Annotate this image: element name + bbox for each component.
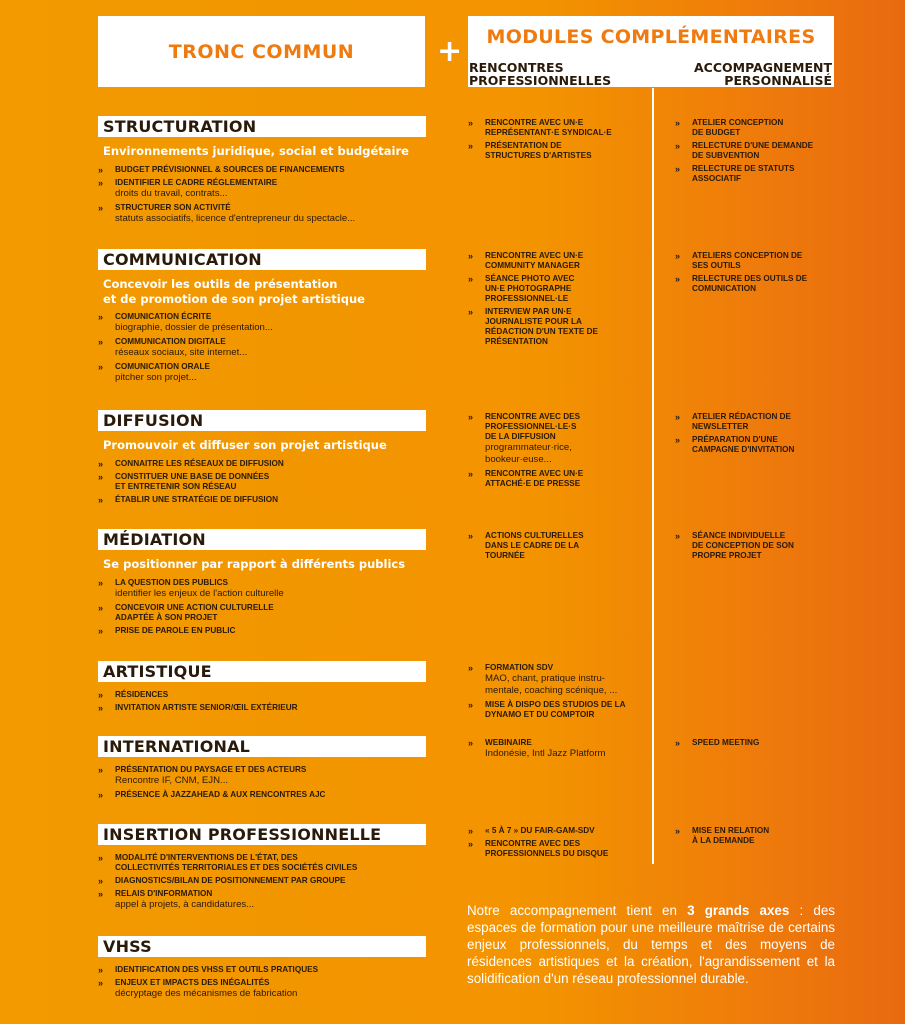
item-title: RENCONTRE AVEC UN·E REPRÉSENTANT·E SYNDICAL·E [485,118,612,137]
chevron-right-icon: » [98,876,104,886]
item-title: SÉANCE INDIVIDUELLE DE CONCEPTION DE SON PROPRE PROJET [692,531,794,560]
section-title: COMMUNICATION [98,249,426,270]
item-list [468,826,646,859]
chevron-right-icon: » [468,738,474,748]
list-item [98,790,426,800]
list-item [98,203,426,225]
chevron-right-icon: » [675,164,681,174]
chevron-right-icon: » [675,435,681,445]
accompagnement-column [675,412,835,458]
modules-header [468,16,834,87]
rencontres-column [468,738,646,763]
item-detail: décryptage des mécanismes de fabrication [115,988,298,999]
list-item [98,472,426,492]
item-list [98,765,426,800]
chevron-right-icon: » [98,889,104,899]
footer-pre: Notre accompagnement tient en [467,903,688,918]
chevron-right-icon: » [98,494,104,505]
item-detail: Indonésie, Intl Jazz Platform [485,748,606,759]
column-divider [652,88,654,864]
item-list [468,663,646,720]
item-title: DIAGNOSTICS/BILAN DE POSITIONNEMENT PAR GROUPE [115,876,346,885]
chevron-right-icon: » [675,826,681,836]
rencontres-column [468,118,646,164]
item-title: CONSTITUER UNE BASE DE DONNÉES ET ENTRETENIR SON RÉSEAU [115,471,270,491]
item-title: RENCONTRE AVEC DES PROFESSIONNEL·LE·S DE LA DIFFUSION [485,412,581,441]
list-item [98,978,426,1000]
item-title: SÉANCE PHOTO AVEC UN·E PHOTOGRAPHE PROFESSIONNEL·LE [485,274,575,303]
chevron-right-icon: » [468,118,474,128]
item-title: INVITATION ARTISTE SENIOR/ŒIL EXTÉRIEUR [115,703,298,712]
item-list [675,826,835,846]
list-item [468,141,646,161]
list-item [468,663,646,697]
list-item [675,738,835,748]
item-detail: biographie, dossier de présentation... [115,322,273,333]
chevron-right-icon: » [468,469,474,479]
list-item [98,965,426,975]
item-title: ÉTABLIR UNE STRATÉGIE DE DIFFUSION [115,494,278,504]
item-detail: droits du travail, contrats... [115,187,228,199]
chevron-right-icon: » [98,602,104,613]
chevron-right-icon: » [98,765,104,775]
item-title: BUDGET PRÉVISIONNEL & SOURCES DE FINANCEMENTS [115,164,345,174]
list-item [468,738,646,760]
item-list [98,459,426,505]
list-item [675,274,835,294]
section-communication [98,249,426,387]
item-title: PRÉSENCE À JAZZAHEAD & AUX RENCONTRES AJC [115,790,326,799]
item-title: RELECTURE D'UNE DEMANDE DE SUBVENTION [692,141,814,160]
list-item [675,141,835,161]
section-title: STRUCTURATION [98,116,426,137]
item-list [98,578,426,636]
list-item [675,531,835,561]
item-title: LA QUESTION DES PUBLICS [115,577,228,587]
item-list [98,690,426,713]
item-title: ATELIER CONCEPTION DE BUDGET [692,118,784,137]
item-title: ACTIONS CULTURELLES DANS LE CADRE DE LA TOURNÉE [485,531,584,560]
section-subtitle: Concevoir les outils de présentation et de promotion de son projet artistique [103,277,365,306]
list-item [98,876,426,886]
chevron-right-icon: » [468,663,474,673]
item-list [675,118,835,184]
list-item [468,839,646,859]
item-title: « 5 À 7 » DU FAIR-GAM-SDV [485,826,595,835]
chevron-right-icon: » [98,177,104,188]
section-title: VHSS [98,936,426,957]
list-item [468,826,646,836]
item-title: RENCONTRE AVEC DES PROFESSIONNELS DU DISQUE [485,839,609,858]
section-m-diation [98,529,426,639]
list-item [468,274,646,304]
chevron-right-icon: » [98,703,104,713]
chevron-right-icon: » [675,412,681,422]
item-list [468,412,646,489]
chevron-right-icon: » [468,412,474,422]
accompagnement-column [675,251,835,297]
item-detail: Rencontre IF, CNM, EJN... [115,775,229,786]
list-item [675,412,835,432]
chevron-right-icon: » [468,274,474,284]
list-item [468,469,646,489]
chevron-right-icon: » [468,307,474,317]
item-title: ATELIERS CONCEPTION DE SES OUTILS [692,251,803,270]
tronc-commun-header: TRONC COMMUN [98,16,425,87]
chevron-right-icon: » [98,312,104,322]
item-title: PRÉPARATION D'UNE CAMPAGNE D'INVITATION [692,435,795,454]
footer-bold: 3 grands axes [687,903,790,918]
list-item [98,337,426,359]
chevron-right-icon: » [675,141,681,151]
item-list [675,412,835,455]
chevron-right-icon: » [98,965,104,975]
list-item [98,889,426,911]
list-item [98,178,426,200]
col-rencontres-header: RENCONTRES PROFESSIONNELLES [469,60,612,88]
chevron-right-icon: » [675,531,681,541]
chevron-right-icon: » [468,251,474,261]
accompagnement-column [675,738,835,751]
list-item [98,165,426,175]
item-list [675,251,835,294]
item-title: MISE À DISPO DES STUDIOS DE LA DYNAMO ET DU COMPTOIR [485,700,626,719]
item-title: IDENTIFICATION DES VHSS ET OUTILS PRATIQUES [115,965,319,974]
item-title: CONCEVOIR UNE ACTION CULTURELLE ADAPTÉE À SON PROJET [115,602,274,622]
chevron-right-icon: » [468,826,474,836]
list-item [98,703,426,713]
accompagnement-column [675,826,835,849]
item-title: MODALITÉ D'INTERVENTIONS DE L'ÉTAT, DES COLLECTIVITÉS TERRITORIALES ET DES SOCIÉTÉS CIVILES [115,853,358,872]
chevron-right-icon: » [675,118,681,128]
item-title: RELAIS D'INFORMATION [115,889,213,898]
item-detail: identifier les enjeux de l'action culturelle [115,587,284,599]
item-title: IDENTIFIER LE CADRE RÉGLEMENTAIRE [115,177,278,187]
list-item [468,412,646,466]
chevron-right-icon: » [98,164,104,175]
item-list [675,531,835,561]
chevron-right-icon: » [98,337,104,347]
item-title: FORMATION SDV [485,663,554,672]
accompagnement-column [675,531,835,564]
chevron-right-icon: » [468,141,474,151]
item-list [468,738,646,760]
item-title: WEBINAIRE [485,738,532,747]
chevron-right-icon: » [98,853,104,863]
list-item [98,690,426,700]
item-title: PRÉSENTATION DE STRUCTURES D'ARTISTES [485,141,592,160]
item-detail: MAO, chant, pratique instru- mentale, coaching scénique, ... [485,673,618,696]
section-title: MÉDIATION [98,529,426,550]
chevron-right-icon: » [98,202,104,213]
item-title: PRISE DE PAROLE EN PUBLIC [115,625,236,635]
item-detail: appel à projets, à candidatures... [115,899,255,910]
rencontres-column [468,412,646,492]
item-title: RÉSIDENCES [115,690,169,699]
section-title: INTERNATIONAL [98,736,426,757]
chevron-right-icon: » [98,978,104,988]
item-list [468,251,646,347]
section-diffusion [98,410,426,508]
item-title: ATELIER RÉDACTION DE NEWSLETTER [692,412,792,431]
footer-post: : des espaces de formation pour une meilleure maîtrise de certains enjeux professionnels, du temps et des moyens de résidences artistiques et la création, l'agrandissement et la solidification d'un réseau professionnel durable. [467,903,835,986]
col-accompagnement-header: ACCOMPAGNEMENT PERSONNALISÉ [693,60,832,88]
list-item [468,700,646,720]
rencontres-column [468,251,646,350]
section-title: DIFFUSION [98,410,426,431]
footer-text [467,902,835,987]
chevron-right-icon: » [675,274,681,284]
section-subtitle: Se positionner par rapport à différents publics [103,557,406,571]
item-detail: réseaux sociaux, site internet... [115,347,248,358]
chevron-right-icon: » [468,531,474,541]
item-list [98,965,426,1000]
list-item [98,495,426,505]
list-item [675,251,835,271]
list-item [98,312,426,334]
accompagnement-column [675,118,835,187]
chevron-right-icon: » [98,458,104,469]
item-list [98,165,426,225]
list-item [98,853,426,873]
item-title: COMMUNICATION DIGITALE [115,337,226,346]
list-item [675,118,835,138]
item-detail: pitcher son projet... [115,372,197,383]
section-subtitle: Environnements juridique, social et budgétaire [103,144,409,158]
chevron-right-icon: » [98,471,104,482]
section-vhss [98,936,426,1003]
item-title: RELECTURE DE STATUTS ASSOCIATIF [692,164,795,183]
section-artistique [98,661,426,716]
item-title: ENJEUX ET IMPACTS DES INÉGALITÉS [115,978,270,987]
item-title: PRÉSENTATION DU PAYSAGE ET DES ACTEURS [115,765,307,774]
chevron-right-icon: » [98,362,104,372]
item-list [468,118,646,161]
plus-sign: + [437,34,463,69]
section-international [98,736,426,803]
section-title: INSERTION PROFESSIONNELLE [98,824,426,845]
section-title: ARTISTIQUE [98,661,426,682]
chevron-right-icon: » [98,625,104,636]
chevron-right-icon: » [98,690,104,700]
item-list [675,738,835,748]
item-title: CONNAITRE LES RÉSEAUX DE DIFFUSION [115,458,284,468]
list-item [468,531,646,561]
section-insertion-professionnelle [98,824,426,914]
list-item [675,164,835,184]
item-title: SPEED MEETING [692,738,760,747]
chevron-right-icon: » [675,251,681,261]
item-title: COMUNICATION ÉCRITE [115,312,212,321]
list-item [468,251,646,271]
chevron-right-icon: » [98,577,104,588]
item-title: MISE EN RELATION À LA DEMANDE [692,826,770,845]
rencontres-column [468,826,646,862]
list-item [98,765,426,787]
list-item [98,578,426,600]
list-item [98,626,426,636]
item-title: STRUCTURER SON ACTIVITÉ [115,202,231,212]
item-list [98,853,426,911]
list-item [468,307,646,347]
item-title: INTERVIEW PAR UN·E JOURNALISTE POUR LA RÉDACTION D'UN TEXTE DE PRÉSENTATION [485,307,598,346]
section-structuration [98,116,426,228]
item-list [98,312,426,384]
item-title: COMUNICATION ORALE [115,362,210,371]
item-detail: programmateur·rice, bookeur·euse... [485,442,572,465]
list-item [675,826,835,846]
section-subtitle: Promouvoir et diffuser son projet artistique [103,438,387,452]
list-item [675,435,835,455]
item-detail: statuts associatifs, licence d'entrepreneur du spectacle... [115,212,356,224]
chevron-right-icon: » [468,839,474,849]
list-item [98,603,426,623]
item-title: RELECTURE DES OUTILS DE COMUNICATION [692,274,808,293]
list-item [468,118,646,138]
chevron-right-icon: » [98,790,104,800]
item-title: RENCONTRE AVEC UN·E ATTACHÉ·E DE PRESSE [485,469,584,488]
item-title: RENCONTRE AVEC UN·E COMMUNITY MANAGER [485,251,584,270]
chevron-right-icon: » [468,700,474,710]
list-item [98,362,426,384]
modules-title: MODULES COMPLÉMENTAIRES [486,26,816,48]
chevron-right-icon: » [675,738,681,748]
rencontres-column [468,531,646,564]
item-list [468,531,646,561]
rencontres-column [468,663,646,723]
list-item [98,459,426,469]
